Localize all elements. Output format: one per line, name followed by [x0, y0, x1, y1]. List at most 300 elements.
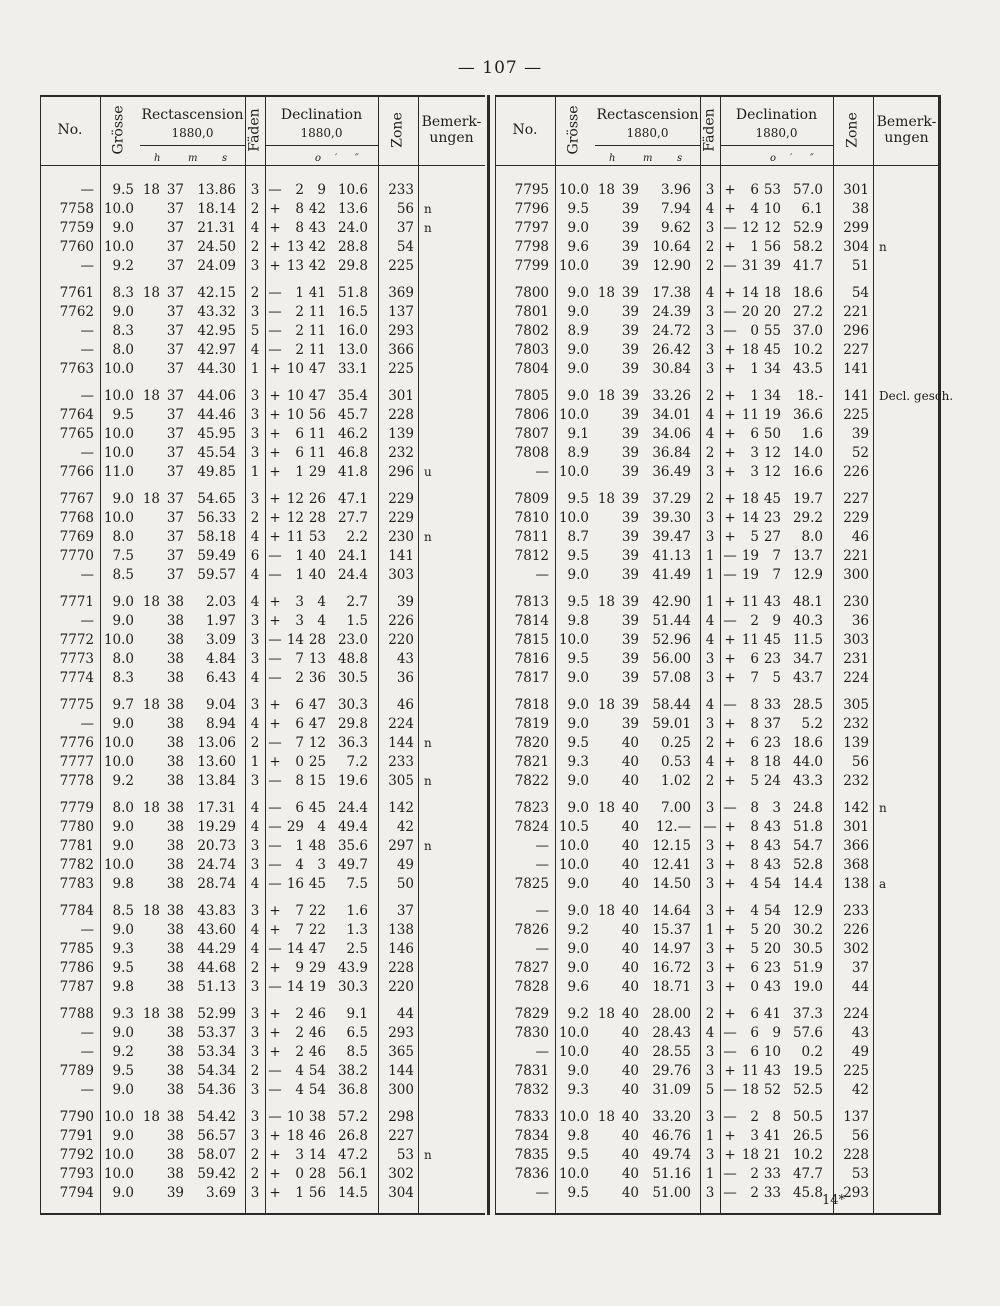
star-number: 7824 — [514, 819, 549, 835]
zone: 49 — [851, 1044, 869, 1060]
dec-degrees: 3 — [295, 594, 304, 610]
zone: 225 — [843, 407, 869, 423]
dec-title: Declination — [735, 107, 818, 123]
dec-minutes: 41 — [308, 285, 326, 301]
header-declination — [265, 95, 378, 165]
dec-minutes: 5 — [772, 670, 781, 686]
table-header — [40, 95, 485, 166]
dec-sign: + — [724, 876, 736, 892]
dec-degrees: 1 — [750, 239, 759, 255]
dec-sign: + — [269, 529, 281, 545]
magnitude: 9.2 — [112, 1044, 134, 1060]
page-number: — 107 — — [457, 58, 543, 78]
magnitude: 8.3 — [112, 670, 134, 686]
dec-unit-dec_min: ′ — [790, 153, 793, 164]
zone: 144 — [388, 735, 414, 751]
ra-unit-ra_s: s — [677, 153, 683, 164]
remark: n — [424, 221, 432, 235]
dec-minutes: 3 — [772, 800, 781, 816]
dec-seconds: 1.5 — [346, 613, 368, 629]
dec-degrees: 14 — [741, 510, 759, 526]
dec-seconds: 41.8 — [337, 464, 368, 480]
ra-seconds: 8.94 — [205, 716, 236, 732]
zone: 302 — [843, 941, 869, 957]
star-number: 7782 — [59, 857, 94, 873]
ra-seconds: 41.49 — [652, 567, 691, 583]
zone: 220 — [388, 632, 414, 648]
dec-degrees: 8 — [750, 819, 759, 835]
ra-minutes: 38 — [166, 594, 184, 610]
dec-seconds: 43.7 — [792, 670, 823, 686]
magnitude: 9.5 — [567, 548, 589, 564]
star-number: 7768 — [59, 510, 94, 526]
ra-hours: 18 — [597, 388, 615, 404]
ra-minutes: 38 — [166, 754, 184, 770]
dec-seconds: 1.6 — [346, 903, 368, 919]
table-row — [495, 753, 940, 772]
table-row — [40, 566, 485, 585]
ra-minutes: 37 — [166, 258, 184, 274]
ra-minutes: 37 — [166, 342, 184, 358]
header-faeden — [245, 95, 265, 165]
star-number: 7831 — [514, 1063, 549, 1079]
star-number: — — [80, 445, 94, 461]
magnitude: 9.0 — [567, 773, 589, 789]
ra-hours: 18 — [142, 594, 160, 610]
magnitude: 10.0 — [103, 632, 134, 648]
zone: 365 — [388, 1044, 414, 1060]
dec-sign: + — [269, 960, 281, 976]
dec-degrees: 14 — [286, 941, 304, 957]
magnitude: 10.0 — [103, 239, 134, 255]
remark: n — [879, 801, 887, 815]
dec-sign: + — [269, 903, 281, 919]
dec-seconds: 16.0 — [337, 323, 368, 339]
dec-sign: + — [724, 670, 736, 686]
threads-count: 3 — [250, 426, 260, 442]
dec-degrees: 19 — [741, 567, 759, 583]
magnitude: 10.0 — [103, 426, 134, 442]
dec-seconds: 16.6 — [792, 464, 823, 480]
ra-minutes: 38 — [166, 922, 184, 938]
dec-degrees: 8 — [750, 857, 759, 873]
dec-minutes: 43 — [763, 1063, 781, 1079]
header-zone-label: Zone — [845, 112, 861, 148]
ra-seconds: 7.94 — [660, 201, 691, 217]
ra-minutes: 39 — [621, 258, 639, 274]
dec-sign: — — [268, 838, 282, 854]
threads-count: 3 — [705, 1185, 715, 1201]
dec-sign: + — [724, 651, 736, 667]
magnitude: 10.0 — [103, 1109, 134, 1125]
dec-degrees: 14 — [286, 632, 304, 648]
ra-hours: 18 — [142, 800, 160, 816]
ra-minutes: 37 — [166, 426, 184, 442]
ra-seconds: 34.01 — [652, 407, 691, 423]
dec-minutes: 11 — [308, 323, 326, 339]
dec-sign: — — [723, 323, 737, 339]
table-row — [495, 528, 940, 547]
dec-degrees: 3 — [295, 1147, 304, 1163]
star-number: 7762 — [59, 304, 94, 320]
ra-minutes: 37 — [166, 529, 184, 545]
dec-degrees: 1 — [295, 1185, 304, 1201]
table-row — [495, 837, 940, 856]
bemerk-line-1: Bemerk- — [421, 114, 482, 130]
dec-seconds: 6.1 — [801, 201, 823, 217]
table-row — [40, 322, 485, 341]
ra-minutes: 37 — [166, 445, 184, 461]
header-rectascension — [595, 95, 700, 165]
zone: 49 — [396, 857, 414, 873]
dec-degrees: 6 — [295, 716, 304, 732]
magnitude: 10.0 — [558, 182, 589, 198]
star-number: 7770 — [59, 548, 94, 564]
ra-seconds: 36.49 — [652, 464, 691, 480]
zone: 228 — [388, 960, 414, 976]
ra-seconds: 28.00 — [652, 1006, 691, 1022]
ra-seconds: 1.97 — [205, 613, 236, 629]
dec-seconds: 18.6 — [792, 285, 823, 301]
ra-seconds: 12.90 — [652, 258, 691, 274]
star-number: 7760 — [59, 239, 94, 255]
ra-unit-ra_m: m — [643, 153, 653, 164]
zone: 305 — [843, 697, 869, 713]
ra-seconds: 42.15 — [197, 285, 236, 301]
dec-sign: + — [269, 426, 281, 442]
ra-minutes: 39 — [621, 342, 639, 358]
magnitude: 9.0 — [112, 1185, 134, 1201]
table-row — [40, 1165, 485, 1184]
dec-minutes: 54 — [308, 1063, 326, 1079]
magnitude: 9.0 — [567, 716, 589, 732]
threads-count: 1 — [250, 464, 260, 480]
threads-count: 3 — [705, 651, 715, 667]
dec-minutes: 14 — [308, 1147, 326, 1163]
star-number: 7781 — [59, 838, 94, 854]
ra-title: Rectascension — [596, 107, 699, 123]
threads-count: 1 — [705, 567, 715, 583]
dec-seconds: 48.8 — [337, 651, 368, 667]
dec-minutes: 24 — [763, 773, 781, 789]
magnitude: 9.8 — [112, 979, 134, 995]
threads-count: 4 — [705, 201, 715, 217]
dec-minutes: 3 — [317, 857, 326, 873]
dec-minutes: 36 — [308, 670, 326, 686]
dec-degrees: 5 — [750, 529, 759, 545]
threads-count: 2 — [250, 201, 260, 217]
star-number: — — [535, 567, 549, 583]
dec-sign: — — [268, 304, 282, 320]
zone: 368 — [843, 857, 869, 873]
dec-degrees: 18 — [741, 1147, 759, 1163]
dec-minutes: 45 — [763, 342, 781, 358]
dec-title: Declination — [280, 107, 363, 123]
dec-degrees: 8 — [750, 838, 759, 854]
ra-minutes: 38 — [166, 735, 184, 751]
star-number: 7778 — [59, 773, 94, 789]
ra-minutes: 39 — [621, 304, 639, 320]
table-row — [40, 547, 485, 566]
ra-epoch: 1880,0 — [171, 126, 214, 140]
dec-sign: — — [723, 1166, 737, 1182]
ra-seconds: 3.09 — [205, 632, 236, 648]
dec-minutes: 20 — [763, 941, 781, 957]
ra-minutes: 40 — [621, 941, 639, 957]
dec-degrees: 12 — [286, 510, 304, 526]
table-row — [40, 444, 485, 463]
dec-seconds: 57.2 — [337, 1109, 368, 1125]
table-row — [40, 1062, 485, 1081]
ra-seconds: 43.32 — [197, 304, 236, 320]
ra-minutes: 40 — [621, 979, 639, 995]
star-number: 7825 — [514, 876, 549, 892]
zone: 225 — [843, 1063, 869, 1079]
ra-seconds: 53.37 — [197, 1025, 236, 1041]
magnitude: 9.0 — [567, 567, 589, 583]
threads-count: 4 — [705, 754, 715, 770]
dec-minutes: 54 — [308, 1082, 326, 1098]
dec-seconds: 36.6 — [792, 407, 823, 423]
dec-sign: + — [724, 407, 736, 423]
dec-sign: + — [269, 510, 281, 526]
threads-count: 3 — [250, 1109, 260, 1125]
threads-count: 3 — [705, 304, 715, 320]
dec-degrees: 0 — [750, 979, 759, 995]
threads-count: 4 — [705, 613, 715, 629]
ra-seconds: 58.07 — [197, 1147, 236, 1163]
dec-sign: — — [268, 979, 282, 995]
dec-seconds: 2.7 — [346, 594, 368, 610]
threads-count: 3 — [250, 304, 260, 320]
header-groesse-label: Grösse — [565, 105, 581, 155]
dec-sign: + — [269, 464, 281, 480]
zone: 53 — [396, 1147, 414, 1163]
zone: 137 — [388, 304, 414, 320]
star-number: 7795 — [514, 182, 549, 198]
star-number: 7813 — [514, 594, 549, 610]
dec-degrees: 10 — [286, 1109, 304, 1125]
zone: 141 — [388, 548, 414, 564]
dec-sign: + — [724, 1128, 736, 1144]
table-row — [40, 669, 485, 688]
table-row — [495, 650, 940, 669]
dec-seconds: 38.2 — [337, 1063, 368, 1079]
zone: 305 — [388, 773, 414, 789]
magnitude: 9.0 — [567, 670, 589, 686]
dec-sign: — — [268, 1063, 282, 1079]
magnitude: 8.0 — [112, 800, 134, 816]
dec-sign: + — [724, 773, 736, 789]
dec-sign: — — [268, 857, 282, 873]
magnitude: 9.0 — [112, 1082, 134, 1098]
star-number: 7780 — [59, 819, 94, 835]
dec-sign: — — [723, 697, 737, 713]
dec-sign: — — [723, 1044, 737, 1060]
magnitude: 9.0 — [567, 960, 589, 976]
ra-seconds: 52.99 — [197, 1006, 236, 1022]
threads-count: 3 — [250, 632, 260, 648]
ra-seconds: 42.97 — [197, 342, 236, 358]
dec-minutes: 23 — [763, 651, 781, 667]
dec-degrees: 7 — [295, 903, 304, 919]
zone: 225 — [388, 361, 414, 377]
header-bemerkungen — [418, 95, 485, 165]
ra-minutes: 39 — [621, 491, 639, 507]
dec-sign: — — [723, 258, 737, 274]
table-row — [40, 1146, 485, 1165]
ra-minutes: 39 — [621, 426, 639, 442]
table-row — [40, 715, 485, 734]
dec-sign: — — [268, 285, 282, 301]
dec-degrees: 8 — [295, 220, 304, 236]
ra-seconds: 14.50 — [652, 876, 691, 892]
magnitude: 9.5 — [567, 651, 589, 667]
dec-seconds: 26.8 — [337, 1128, 368, 1144]
zone: 226 — [843, 922, 869, 938]
dec-unit-dec_deg: o — [315, 153, 322, 164]
ra-seconds: 16.72 — [652, 960, 691, 976]
threads-count: 3 — [250, 1025, 260, 1041]
table-row — [495, 875, 940, 894]
table-row — [495, 322, 940, 341]
dec-degrees: 9 — [295, 960, 304, 976]
zone: 226 — [843, 464, 869, 480]
ra-minutes: 37 — [166, 304, 184, 320]
ra-seconds: 14.97 — [652, 941, 691, 957]
table-row — [495, 509, 940, 528]
ra-minutes: 38 — [166, 613, 184, 629]
ra-epoch: 1880,0 — [626, 126, 669, 140]
dec-minutes: 11 — [308, 304, 326, 320]
zone: 139 — [388, 426, 414, 442]
dec-degrees: 18 — [741, 491, 759, 507]
zone: 366 — [843, 838, 869, 854]
threads-count: 2 — [250, 510, 260, 526]
magnitude: 9.3 — [112, 1006, 134, 1022]
table-row — [40, 734, 485, 753]
zone: 224 — [388, 716, 414, 732]
table-row — [495, 612, 940, 631]
magnitude: 9.0 — [112, 220, 134, 236]
dec-degrees: 2 — [750, 1109, 759, 1125]
magnitude: 10.0 — [103, 201, 134, 217]
dec-degrees: 5 — [750, 773, 759, 789]
star-number: 7808 — [514, 445, 549, 461]
ra-seconds: 51.13 — [197, 979, 236, 995]
star-number: 7764 — [59, 407, 94, 423]
dec-degrees: 4 — [295, 1063, 304, 1079]
magnitude: 8.7 — [567, 529, 589, 545]
zone: 36 — [396, 670, 414, 686]
star-number: 7836 — [514, 1166, 549, 1182]
star-number: 7814 — [514, 613, 549, 629]
magnitude: 9.0 — [567, 876, 589, 892]
table-row — [40, 856, 485, 875]
zone: 293 — [843, 1185, 869, 1201]
magnitude: 9.6 — [567, 239, 589, 255]
dec-degrees: 10 — [286, 407, 304, 423]
dec-sign: — — [723, 567, 737, 583]
threads-count: 3 — [705, 857, 715, 873]
dec-degrees: 1 — [750, 361, 759, 377]
ra-hours: 18 — [597, 491, 615, 507]
threads-count: 4 — [250, 922, 260, 938]
dec-minutes: 12 — [763, 220, 781, 236]
dec-seconds: 51.8 — [337, 285, 368, 301]
ra-minutes: 39 — [621, 388, 639, 404]
star-number: 7792 — [59, 1147, 94, 1163]
dec-minutes: 13 — [308, 651, 326, 667]
star-number: 7793 — [59, 1166, 94, 1182]
table-row — [495, 696, 940, 715]
table-row — [495, 444, 940, 463]
dec-minutes: 43 — [763, 838, 781, 854]
ra-seconds: 36.84 — [652, 445, 691, 461]
magnitude: 9.5 — [567, 1147, 589, 1163]
dec-sign: + — [269, 258, 281, 274]
threads-count: 3 — [705, 510, 715, 526]
ra-minutes: 39 — [621, 670, 639, 686]
star-number: 7835 — [514, 1147, 549, 1163]
dec-sign: + — [724, 819, 736, 835]
zone: 300 — [388, 1082, 414, 1098]
ra-seconds: 39.47 — [652, 529, 691, 545]
zone: 50 — [396, 876, 414, 892]
table-row — [495, 1165, 940, 1184]
dec-sign: + — [269, 754, 281, 770]
bemerk-line-2: ungen — [429, 130, 474, 146]
magnitude: 9.0 — [567, 285, 589, 301]
ra-seconds: 30.84 — [652, 361, 691, 377]
ra-seconds: 12.15 — [652, 838, 691, 854]
dec-seconds: 7.2 — [346, 754, 368, 770]
remark: Decl. gesch. — [879, 389, 954, 403]
zone: 144 — [388, 1063, 414, 1079]
star-number: 7794 — [59, 1185, 94, 1201]
ra-minutes: 39 — [621, 182, 639, 198]
dec-minutes: 23 — [763, 960, 781, 976]
threads-count: 2 — [250, 735, 260, 751]
ra-seconds: 44.68 — [197, 960, 236, 976]
zone: 297 — [388, 838, 414, 854]
dec-minutes: 43 — [763, 857, 781, 873]
dec-minutes: 42 — [308, 201, 326, 217]
dec-degrees: 7 — [295, 735, 304, 751]
dec-seconds: 51.8 — [792, 819, 823, 835]
dec-degrees: 2 — [750, 1185, 759, 1201]
threads-count: 6 — [250, 548, 260, 564]
magnitude: 9.5 — [112, 407, 134, 423]
dec-sign: + — [269, 445, 281, 461]
star-number: — — [535, 941, 549, 957]
dec-seconds: 45.7 — [337, 407, 368, 423]
dec-minutes: 12 — [763, 445, 781, 461]
zone: 225 — [388, 258, 414, 274]
star-number: 7796 — [514, 201, 549, 217]
threads-count: 4 — [705, 1025, 715, 1041]
left-table-half — [40, 95, 485, 1215]
zone: 44 — [851, 979, 869, 995]
dec-degrees: 13 — [286, 239, 304, 255]
dec-seconds: 57.0 — [792, 182, 823, 198]
threads-count: 3 — [705, 716, 715, 732]
threads-count: 3 — [250, 979, 260, 995]
dec-minutes: 11 — [308, 445, 326, 461]
star-number: 7826 — [514, 922, 549, 938]
zone: 221 — [843, 548, 869, 564]
dec-minutes: 45 — [763, 632, 781, 648]
